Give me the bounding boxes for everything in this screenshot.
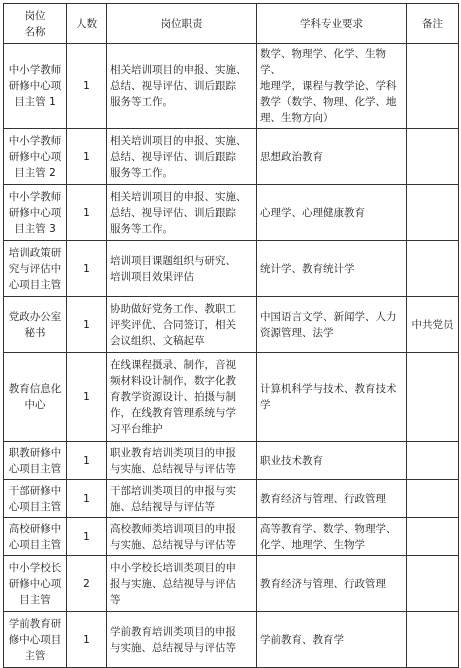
cell-requirements: 数学、物理学、化学、生物学、 地理学，课程与教学论、学科 教学（数学、物理、化学、地 理、生物方向）: [257, 44, 407, 129]
cell-count: 1: [67, 518, 107, 556]
cell-duties: 协助做好党务工作、教职工 评奖评优、合同签订，相关 会议组织、文稿起草: [107, 297, 257, 353]
cell-duties: 培训项目课题组织与研究、 培训项目效果评估: [107, 241, 257, 297]
table-row: [4, 129, 459, 185]
cell-notes: [407, 44, 459, 129]
header-requirements: 学科专业要求: [257, 4, 407, 44]
job-positions-table: [3, 3, 459, 668]
cell-requirements: 学前教育、教育学: [257, 612, 407, 668]
cell-duties: 高校教师类培训项目的申报 与实施、总结视导与评估等: [107, 518, 257, 556]
cell-position: 中小学校长 研修中心项 目主管: [4, 556, 67, 612]
cell-count: 1: [67, 44, 107, 129]
cell-position: 干部研修中 心项目主管: [4, 480, 67, 518]
cell-position: 党政办公室 秘书: [4, 297, 67, 353]
table-row: [4, 353, 459, 442]
cell-position: 职教研修中 心项目主管: [4, 442, 67, 480]
header-duties: 岗位职责: [107, 4, 257, 44]
cell-count: 1: [67, 612, 107, 668]
cell-position: 中小学教师 研修中心项 目主管 1: [4, 44, 67, 129]
cell-duties: 相关培训项目的申报、实施、 总结、视导评估、训后跟踪 服务等工作。: [107, 129, 257, 185]
cell-count: 2: [67, 556, 107, 612]
cell-count: 1: [67, 442, 107, 480]
cell-requirements: 教育经济与管理、行政管理: [257, 556, 407, 612]
cell-notes: [407, 556, 459, 612]
cell-duties: 学前教育培训类项目的申报 与实施、总结视导与评估等: [107, 612, 257, 668]
table-row: [4, 612, 459, 668]
cell-requirements: 思想政治教育: [257, 129, 407, 185]
header-position: 岗位 名称: [4, 4, 67, 44]
cell-position: 高校研修中 心项目主管: [4, 518, 67, 556]
header-notes: 备注: [407, 4, 459, 44]
cell-count: 1: [67, 297, 107, 353]
cell-notes: [407, 241, 459, 297]
table-row: [4, 518, 459, 556]
cell-count: 1: [67, 185, 107, 241]
cell-requirements: 统计学、教育统计学: [257, 241, 407, 297]
cell-duties: 相关培训项目的申报、实施、 总结、视导评估、训后跟踪 服务等工作。: [107, 44, 257, 129]
cell-duties: 干部培训类项目的申报与实 施、总结视导与评估等: [107, 480, 257, 518]
cell-position: 学前教育研 修中心项目 主管: [4, 612, 67, 668]
cell-requirements: 计算机科学与技术、教育技术 学: [257, 353, 407, 442]
cell-count: 1: [67, 480, 107, 518]
table-header-row: [4, 4, 459, 44]
table-row: [4, 185, 459, 241]
cell-notes: [407, 442, 459, 480]
table-row: [4, 44, 459, 129]
cell-notes: [407, 480, 459, 518]
table-row: [4, 556, 459, 612]
cell-requirements: 职业技术教育: [257, 442, 407, 480]
cell-notes: [407, 353, 459, 442]
cell-count: 1: [67, 129, 107, 185]
header-count: 人数: [67, 4, 107, 44]
table-row: [4, 442, 459, 480]
cell-position: 培训政策研 究与评估中 心项目主管: [4, 241, 67, 297]
cell-duties: 中小学校长培训类项目的申 报与实施、总结视导与评估 等: [107, 556, 257, 612]
table-row: [4, 241, 459, 297]
cell-duties: 在线课程摄录、制作，音视 频材料设计制作，数字化教 育教学资源设计、拍摄与制 作，在线教育管理系统与学 习平台维护: [107, 353, 257, 442]
table-row: [4, 480, 459, 518]
cell-requirements: 教育经济与管理、行政管理: [257, 480, 407, 518]
cell-duties: 职业教育培训类项目的申报 与实施、总结视导与评估等: [107, 442, 257, 480]
cell-requirements: 高等教育学、数学、物理学、 化学、地理学、生物学: [257, 518, 407, 556]
cell-requirements: 中国语言文学、新闻学、人力 资源管理、法学: [257, 297, 407, 353]
cell-notes: [407, 612, 459, 668]
cell-count: 1: [67, 353, 107, 442]
cell-position: 教育信息化 中心: [4, 353, 67, 442]
cell-notes: [407, 518, 459, 556]
table-row: [4, 297, 459, 353]
cell-position: 中小学教师 研修中心项 目主管 2: [4, 129, 67, 185]
cell-position: 中小学教师 研修中心项 目主管 3: [4, 185, 67, 241]
cell-duties: 相关培训项目的申报、实施、 总结、视导评估、训后跟踪 服务等工作。: [107, 185, 257, 241]
cell-notes: [407, 185, 459, 241]
cell-count: 1: [67, 241, 107, 297]
cell-requirements: 心理学、心理健康教育: [257, 185, 407, 241]
cell-notes: [407, 129, 459, 185]
cell-notes: 中共党员: [407, 297, 459, 353]
